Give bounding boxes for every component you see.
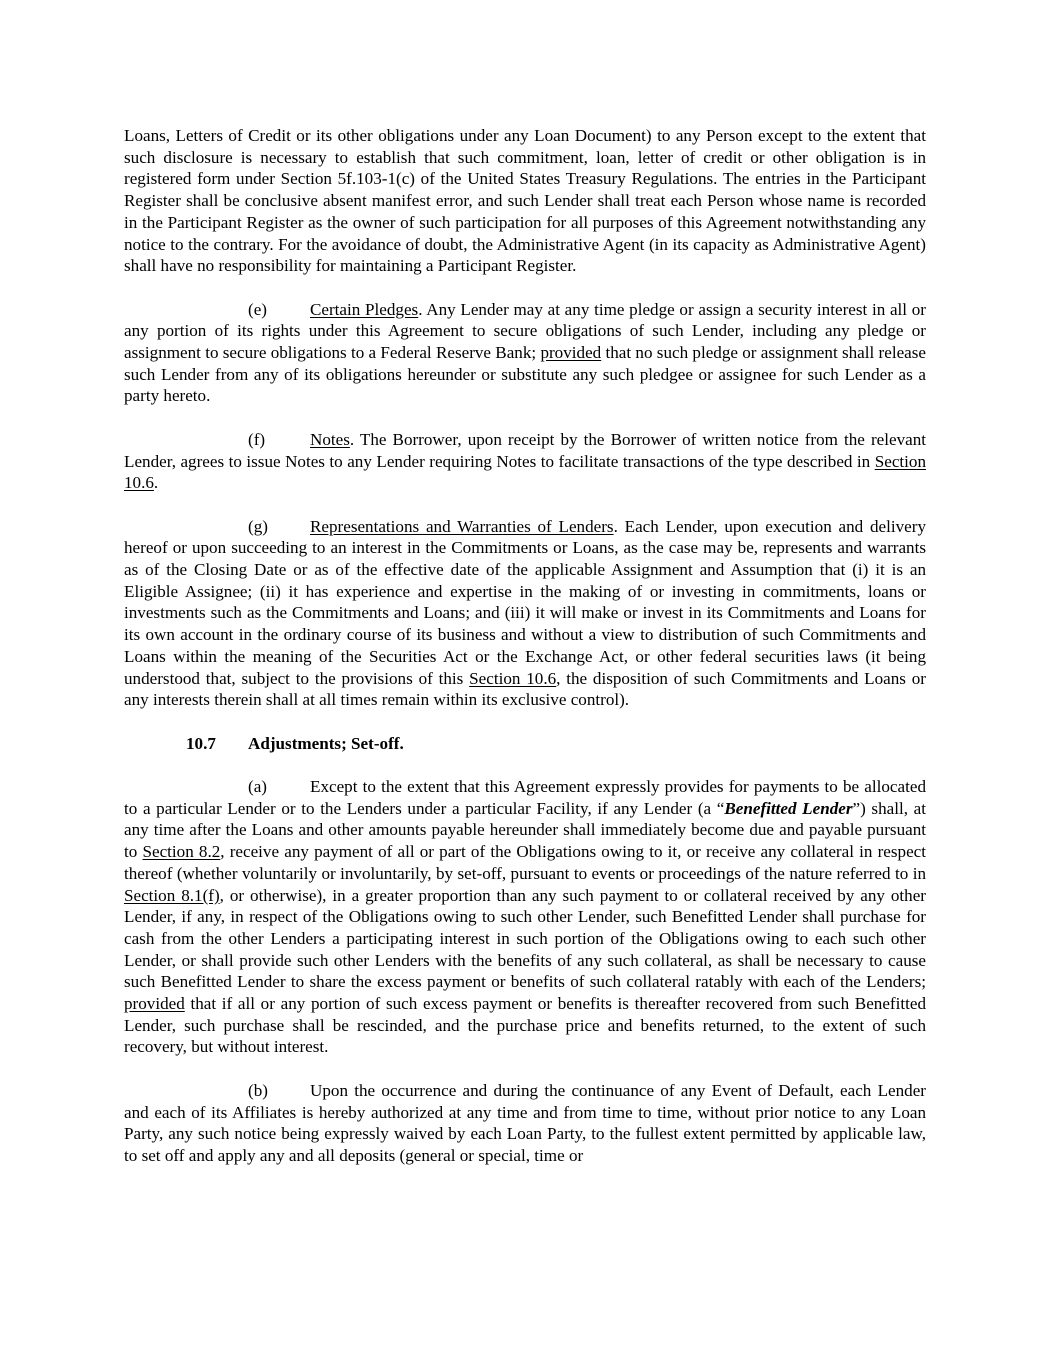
defined-term: Benefitted Lender: [724, 798, 853, 818]
paragraph-participant-register: [124, 125, 926, 277]
document-page: [124, 125, 926, 1188]
clause-text: , receive any payment of all or part of the Obligations owing to it, or receive any collateral in respect thereof (whether voluntarily or involuntarily, by set-off, pursuant to events or proceedings of the nature referred to in: [124, 842, 926, 883]
clause-text: . The Borrower, upon receipt by the Borrower of written notice from the relevant Lender, agrees to issue Notes to any Lender requiring Notes to facilitate transactions of the type described in: [124, 429, 926, 471]
clause-text: Upon the occurrence and during the continuance of any Event of Default, each Lender and each of its Affiliates is hereby authorized at any time and from time to time, without prior notice to any Loan Party, any such notice being expressly waived by each Loan Party, to the fullest extent permitted by applicable law, to set off and apply any and all deposits (general or special, time or: [124, 1080, 926, 1165]
clause-label: (e): [248, 299, 267, 319]
clause-a-adjustments: [124, 776, 926, 1058]
clause-title: Representations and Warranties of Lenders: [310, 516, 614, 536]
clause-text: . Each Lender, upon execution and delivery hereof or upon succeeding to an interest in the Commitments or Loans, as the case may be, represents and warrants as of the Closing Date or as of the effective date of the applicable Assignment and Assumption that (i) it is an Eligible Assignee; (ii) it has experience and expertise in the making of or investing in commitments, loans or investments such as the Commitments and Loans; and (iii) it will make or invest in its Commitments and Loans for its own account in the ordinary course of its business and without a view to distribution of such Commitments and Loans within the meaning of the Securities Act or the Exchange Act, or other federal securities laws (it being understood that, subject to the provisions of this: [124, 516, 926, 688]
clause-text: , or otherwise), in a greater proportion than any such payment to or collateral received by any other Lender, if any, in respect of the Obligations owing to such other Lender, such Benefitted Lender shall purchase for cash from the other Lenders a participating interest in such portion of the Obligations owing to each such other Lender, or shall provide such other Lenders with the benefits of any such collateral, as shall be necessary to cause such Benefitted Lender to share the excess payment or benefits of such collateral ratably with each of the Lenders;: [124, 885, 926, 992]
paragraph-text: Loans, Letters of Credit or its other obligations under any Loan Document) to any Person except to the extent that such disclosure is necessary to establish that such commitment, loan, letter of credit or other obligation is in registered form under Section 5f.103-1(c) of the United States Treasury Regulations. The entries in the Participant Register shall be conclusive absent manifest error, and such Lender shall treat each Person whose name is recorded in the Participant Register as the owner of such participation for all purposes of this Agreement notwithstanding any notice to the contrary. For the avoidance of doubt, the Administrative Agent (in its capacity as Administrative Agent) shall have no responsibility for maintaining a Participant Register.: [124, 126, 926, 276]
clause-b-set-off: [124, 1080, 926, 1167]
section-number: 10.7: [186, 733, 216, 753]
clause-text: Except to the extent that this Agreement expressly provides for payments to be allocated to a particular Lender or to the Lenders under a particular Facility, if any Lender (a “: [124, 777, 926, 818]
clause-text: , the disposition of such Commitments and Loans or any interests therein shall at all times remain within its exclusive control).: [124, 668, 926, 710]
section-heading: [124, 733, 926, 755]
clause-label: (b): [248, 1080, 268, 1100]
clause-e-certain-pledges: [124, 299, 926, 408]
clause-text: that if all or any portion of such excess payment or benefits is thereafter recovered from such Benefitted Lender, such purchase shall be rescinded, and the purchase price and benefits returned, to the extent of such recovery, but without interest.: [124, 994, 926, 1057]
clause-f-notes: [124, 429, 926, 494]
section-reference: Section 8.1(f): [124, 885, 220, 905]
section-reference: Section 8.2: [142, 842, 221, 862]
clause-title: Notes: [310, 429, 350, 449]
section-reference: Section 10.6: [469, 668, 557, 688]
clause-text: . Any Lender may at any time pledge or assign a security interest in all or any portion of its rights under this Agreement to secure obligations of such Lender, including any pledge or assignment to secure obligations to a Federal Reserve Bank;: [124, 299, 926, 363]
section-reference: Section 10.6: [124, 451, 926, 493]
provided-term: provided: [124, 994, 185, 1014]
clause-text: .: [153, 473, 159, 493]
clause-title: Certain Pledges: [310, 299, 419, 319]
section-title: Adjustments; Set-off.: [248, 733, 404, 753]
clause-label: (g): [248, 516, 268, 536]
provided-term: provided: [540, 343, 602, 363]
clause-text: that no such pledge or assignment shall release such Lender from any of its obligations hereunder or substitute any such pledgee or assignee for such Lender as a party hereto.: [124, 343, 926, 406]
clause-text: ”) shall, at any time after the Loans and other amounts payable hereunder shall immediately become due and payable pursuant to: [124, 798, 926, 862]
clause-label: (f): [248, 429, 266, 449]
clause-label: (a): [248, 777, 267, 797]
clause-g-representations: [124, 516, 926, 711]
